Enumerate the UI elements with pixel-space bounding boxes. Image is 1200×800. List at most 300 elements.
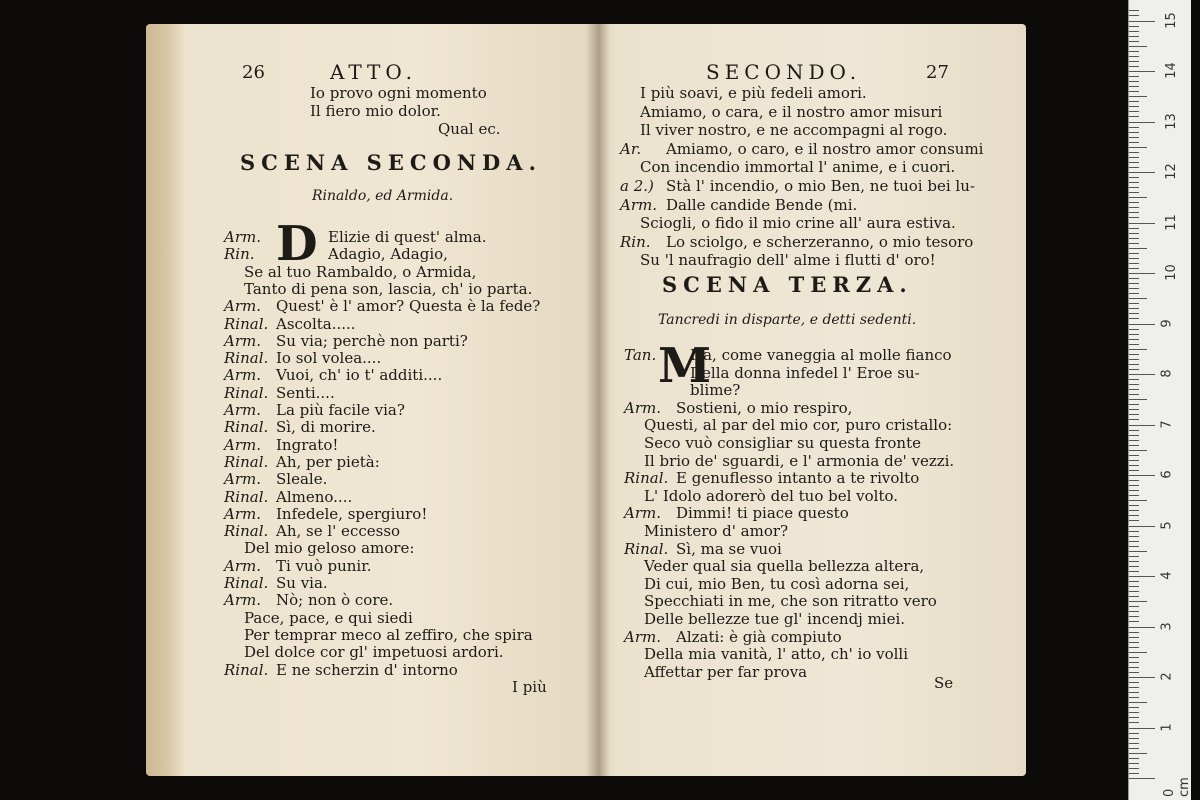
text-line	[644, 663, 807, 681]
text-line	[624, 540, 782, 558]
ruler-tick	[1129, 36, 1139, 37]
ruler-tick	[1129, 223, 1155, 224]
text-line	[438, 120, 501, 138]
ruler-tick	[1129, 460, 1139, 461]
speaker-label: Arm.	[224, 297, 261, 316]
ruler-tick	[1129, 637, 1139, 638]
ruler-tick	[1129, 520, 1139, 521]
ruler-tick	[1129, 187, 1139, 188]
ruler-number: 7	[1159, 419, 1175, 429]
text-line	[640, 158, 955, 176]
verse-text: Il viver nostro, e ne accompagni al rogo.	[640, 121, 948, 140]
ruler-tick	[1129, 657, 1139, 658]
ruler-tick	[1129, 470, 1139, 471]
text-line	[224, 505, 427, 523]
ruler-number: 13	[1163, 112, 1179, 130]
ruler-tick	[1129, 298, 1147, 299]
ruler-tick	[1129, 561, 1139, 562]
speaker-label: Arm.	[620, 195, 657, 214]
ruler-tick	[1129, 21, 1155, 22]
drop-cap: D	[276, 216, 318, 272]
ruler-tick	[1129, 142, 1139, 143]
text-line	[644, 557, 924, 575]
text-line	[224, 574, 328, 592]
ruler-tick	[1129, 556, 1139, 557]
verse-text: Nò; non ò core.	[276, 591, 394, 610]
verse-text: Affettar per far prova	[644, 662, 808, 681]
ruler-tick	[1129, 56, 1139, 57]
ruler-tick	[1129, 243, 1139, 244]
ruler-tick	[1129, 15, 1139, 16]
ruler-number: 10	[1163, 264, 1179, 281]
ruler-tick	[1129, 677, 1155, 678]
speaker-label: Rinal.	[224, 349, 269, 368]
ruler-tick	[1129, 682, 1139, 683]
verse-text: Sleale.	[276, 470, 328, 489]
ruler-tick	[1129, 455, 1139, 456]
ruler-unit-label: 0 cm	[1162, 777, 1192, 797]
verse-text: Ti vuò punir.	[276, 556, 372, 575]
text-line	[644, 575, 909, 593]
ruler-tick	[1129, 91, 1139, 92]
ruler-tick	[1129, 500, 1147, 501]
running-head: SECONDO.	[706, 60, 862, 84]
text-line	[640, 214, 956, 232]
ruler-tick	[1129, 485, 1139, 486]
ruler-tick	[1129, 207, 1139, 208]
speaker-label: Rinal.	[624, 539, 669, 558]
ruler-tick	[1129, 389, 1139, 390]
ruler-tick	[1129, 551, 1147, 552]
text-line	[224, 453, 380, 471]
verse-text: blime?	[690, 381, 741, 400]
speaker-label: Arm.	[224, 504, 261, 523]
verse-text: Delle bellezze tue gl' incendj miei.	[644, 610, 906, 628]
ruler-tick	[1129, 465, 1139, 466]
running-head: ATTO.	[330, 60, 417, 84]
ruler-tick	[1129, 334, 1139, 335]
verse-text: Della donna infedel l' Eroe su-	[690, 363, 920, 382]
cast-line: Tancredi in disparte, e detti sedenti.	[658, 312, 917, 328]
ruler-tick	[1129, 374, 1155, 375]
ruler-tick	[1129, 586, 1139, 587]
ruler-tick	[1129, 116, 1139, 117]
text-line	[624, 504, 849, 522]
text-line	[244, 609, 413, 627]
text-line	[224, 418, 376, 436]
ruler-tick	[1129, 672, 1139, 673]
text-line	[224, 557, 372, 575]
verse-text: Tanto di pena son, lascia, ch' io parta.	[244, 279, 533, 298]
ruler-tick	[1129, 278, 1139, 279]
speaker-label: Arm.	[624, 504, 661, 523]
ruler-tick	[1129, 576, 1155, 577]
verse-text: Amiamo, o cara, e il nostro amor misuri	[640, 102, 943, 121]
text-line	[244, 539, 414, 557]
ruler-tick	[1129, 526, 1155, 527]
verse-text: Sciogli, o fido il mio crine all' aura estiva.	[640, 214, 956, 233]
speaker-label: Rin.	[620, 232, 651, 251]
ruler-tick	[1129, 339, 1139, 340]
verse-text: Ascolta.....	[276, 314, 356, 333]
text-line	[224, 591, 393, 609]
speaker-label: Tan.	[624, 346, 657, 364]
verse-text: Senti....	[276, 383, 335, 402]
verse-text: Per temprar meco al zeffiro, che spira	[244, 625, 533, 644]
verse-text: Del dolce cor gl' impetuosi ardori.	[244, 643, 504, 662]
catchword: Se	[934, 674, 954, 692]
ruler-tick	[1129, 258, 1139, 259]
ruler-tick	[1129, 132, 1139, 133]
ruler-tick	[1129, 177, 1139, 178]
ruler-tick	[1129, 354, 1139, 355]
ruler-tick	[1129, 96, 1147, 97]
verse-text: Ministero d' amor?	[644, 522, 789, 540]
ruler-tick	[1129, 329, 1139, 330]
ruler-tick	[1129, 101, 1139, 102]
ruler-tick	[1129, 601, 1147, 602]
ruler-tick	[1129, 51, 1139, 52]
ruler-tick	[1129, 753, 1147, 754]
verse-text: Ira, come vaneggia al molle fianco	[690, 346, 952, 364]
ruler-tick	[1129, 283, 1139, 284]
ruler-tick	[1129, 733, 1139, 734]
open-book	[146, 24, 1026, 776]
ruler-tick	[1129, 743, 1139, 744]
ruler-tick	[1129, 722, 1139, 723]
speaker-label: Arm.	[224, 366, 261, 385]
ruler-tick	[1129, 748, 1139, 749]
ruler-tick	[1129, 31, 1139, 32]
ruler-tick	[1129, 409, 1139, 410]
ruler-tick	[1129, 66, 1139, 67]
text-line	[624, 469, 919, 487]
ruler-tick	[1129, 606, 1139, 607]
verse-text: Io sol volea....	[276, 349, 382, 368]
ruler-tick	[1129, 86, 1139, 87]
verse-text: Il fiero mio dolor.	[310, 102, 441, 120]
verse-text: Questi, al par del mio cor, puro cristallo:	[644, 416, 953, 435]
ruler-tick	[1129, 127, 1139, 128]
ruler-tick	[1129, 632, 1139, 633]
text-line	[224, 366, 442, 384]
ruler-tick	[1129, 157, 1139, 158]
verse-text: Stà l' incendio, o mio Ben, ne tuoi bei lu-	[666, 177, 975, 195]
verse-text: Vuoi, ch' io t' additi....	[276, 366, 443, 385]
ruler-tick	[1129, 611, 1139, 612]
ruler-number: 12	[1163, 163, 1179, 180]
speaker-label: a 2.)	[620, 177, 654, 195]
ruler-tick	[1129, 773, 1139, 774]
verse-text: Almeno....	[276, 487, 353, 506]
ruler-tick	[1129, 324, 1155, 325]
speaker-label: Rinal.	[224, 314, 269, 333]
text-line	[640, 84, 867, 102]
ruler-tick	[1129, 182, 1139, 183]
text-line	[310, 84, 487, 102]
ruler-tick	[1129, 61, 1139, 62]
ruler-number: 14	[1163, 62, 1179, 79]
text-line	[224, 470, 327, 488]
verse-text: Qual ec.	[438, 120, 501, 138]
verse-text: Di cui, mio Ben, tu così adorna sei,	[644, 574, 910, 593]
verse-text: Della mia vanità, l' atto, ch' io volli	[644, 645, 909, 664]
speaker-label: Rinal.	[224, 487, 269, 506]
text-line	[624, 399, 852, 417]
ruler-tick	[1129, 197, 1147, 198]
speaker-label: Arm.	[224, 591, 261, 610]
speaker-label: Rinal.	[224, 452, 269, 471]
page-number: 26	[242, 62, 265, 83]
ruler-tick	[1129, 238, 1139, 239]
text-line	[310, 102, 441, 120]
ruler-number: 2	[1159, 672, 1175, 681]
ruler-tick	[1129, 71, 1155, 72]
speaker-label: Rinal.	[224, 660, 269, 679]
ruler-tick	[1129, 697, 1139, 698]
verse-text: E genuflesso intanto a te rivolto	[676, 469, 920, 488]
verse-text: Amiamo, o caro, e il nostro amor consumi	[666, 139, 984, 158]
ruler-number: 15	[1163, 11, 1179, 29]
ruler-tick	[1129, 662, 1139, 663]
ruler-tick	[1129, 763, 1139, 764]
ruler-tick	[1129, 212, 1139, 213]
verse-text: Su 'l naufragio dell' alme i flutti d' oro!	[640, 251, 936, 270]
ruler-tick	[1129, 147, 1147, 148]
ruler-tick	[1129, 303, 1139, 304]
ruler-tick	[1129, 379, 1139, 380]
ruler-tick	[1129, 768, 1139, 769]
text-line	[224, 228, 487, 246]
verse-text: Io provo ogni momento	[310, 84, 487, 102]
speaker-label: Arm.	[224, 470, 261, 489]
ruler-tick	[1129, 167, 1139, 168]
speaker-label: Arm.	[224, 435, 261, 454]
ruler-tick	[1129, 359, 1139, 360]
ruler-tick	[1129, 738, 1139, 739]
ruler-tick	[1129, 41, 1139, 42]
ruler-tick	[1129, 440, 1139, 441]
text-line	[224, 384, 335, 402]
ruler-tick	[1129, 399, 1147, 400]
ruler-tick	[1129, 344, 1139, 345]
verse-text: Se al tuo Rambaldo, o Armida,	[244, 262, 477, 281]
verse-text: L' Idolo adorerò del tuo bel volto.	[644, 486, 899, 505]
ruler-tick	[1129, 475, 1155, 476]
scene-title: SCENA TERZA.	[662, 272, 913, 297]
verse-text: Sì, ma se vuoi	[676, 539, 782, 558]
ruler-tick	[1129, 106, 1139, 107]
verse-text: Il brio de' sguardi, e l' armonia de' vezzi.	[644, 451, 955, 470]
right-page	[598, 24, 1026, 776]
ruler-tick	[1129, 596, 1139, 597]
drop-cap: M	[658, 338, 712, 394]
text-line	[640, 121, 947, 139]
text-line	[244, 643, 504, 661]
ruler-tick	[1129, 172, 1155, 173]
verse-text: Sì, di morire.	[276, 418, 376, 437]
ruler-tick	[1129, 536, 1139, 537]
text-line	[690, 381, 740, 399]
verse-text: Seco vuò consigliar su questa fronte	[644, 434, 921, 452]
ruler-tick	[1129, 505, 1139, 506]
ruler-tick	[1129, 515, 1139, 516]
ruler-tick	[1129, 111, 1139, 112]
speaker-label: Arm.	[624, 398, 661, 417]
ruler-tick	[1129, 349, 1147, 350]
ruler-tick	[1129, 490, 1139, 491]
text-line	[624, 628, 842, 646]
verse-text: Infedele, spergiuro!	[276, 504, 428, 523]
ruler-number: 11	[1163, 213, 1179, 231]
ruler-tick	[1129, 404, 1139, 405]
verse-text: Pace, pace, e qui siedi	[244, 608, 413, 627]
ruler-tick	[1129, 288, 1139, 289]
ruler-tick	[1129, 308, 1139, 309]
speaker-label: Rinal.	[224, 574, 269, 592]
verse-text: Su via.	[276, 574, 328, 592]
speaker-label: Arm.	[224, 401, 261, 419]
ruler-tick	[1129, 253, 1139, 254]
verse-text: Veder qual sia quella bellezza altera,	[644, 557, 925, 576]
ruler-tick	[1129, 566, 1139, 567]
ruler-number: 6	[1159, 470, 1175, 479]
speaker-label: Rinal.	[224, 522, 269, 541]
verse-text: Lo sciolgo, e scherzeranno, o mio tesoro	[666, 232, 974, 251]
verse-text: Del mio geloso amore:	[244, 539, 415, 558]
ruler-tick	[1129, 384, 1139, 385]
text-line	[224, 661, 458, 679]
ruler-tick	[1129, 758, 1139, 759]
ruler-number: 9	[1159, 318, 1175, 328]
verse-text: Sostieni, o mio respiro,	[676, 398, 853, 417]
text-line	[644, 645, 908, 663]
text-line	[224, 297, 540, 315]
verse-text: Alzati: è già compiuto	[676, 627, 842, 646]
ruler-tick	[1129, 778, 1155, 779]
ruler-tick	[1129, 430, 1139, 431]
ruler-tick	[1129, 137, 1139, 138]
ruler-tick	[1129, 546, 1139, 547]
text-line	[644, 416, 952, 434]
measuring-ruler	[1128, 0, 1191, 800]
left-page	[146, 24, 598, 776]
ruler-tick	[1129, 369, 1139, 370]
text-line	[620, 233, 973, 251]
ruler-tick	[1129, 445, 1139, 446]
ruler-tick	[1129, 495, 1139, 496]
ruler-tick	[1129, 419, 1139, 420]
speaker-label: Arm.	[224, 228, 261, 246]
ruler-tick	[1129, 162, 1139, 163]
ruler-tick	[1129, 414, 1139, 415]
text-line	[224, 488, 352, 506]
text-line	[620, 177, 975, 195]
text-line	[224, 522, 400, 540]
ruler-tick	[1129, 510, 1139, 511]
cast-line: Rinaldo, ed Armida.	[312, 188, 454, 204]
ruler-number: 4	[1159, 571, 1175, 580]
ruler-tick	[1129, 26, 1139, 27]
ruler-tick	[1129, 425, 1155, 426]
ruler-tick	[1129, 667, 1139, 668]
ruler-tick	[1129, 450, 1147, 451]
text-line	[624, 346, 952, 364]
text-line	[640, 251, 936, 269]
page-number: 27	[926, 62, 949, 83]
text-line	[244, 263, 476, 281]
ruler-tick	[1129, 273, 1155, 274]
text-line	[620, 140, 983, 158]
text-line	[244, 280, 532, 298]
ruler-tick	[1129, 81, 1139, 82]
text-line	[224, 245, 448, 263]
verse-text: Ingrato!	[276, 435, 339, 454]
speaker-label: Ar.	[620, 139, 642, 158]
text-line	[644, 434, 921, 452]
text-line	[644, 610, 905, 628]
ruler-tick	[1129, 702, 1147, 703]
ruler-tick	[1129, 268, 1139, 269]
ruler-tick	[1129, 192, 1139, 193]
text-line	[644, 487, 898, 505]
text-line	[640, 103, 942, 121]
verse-text: Su via; perchè non parti?	[276, 331, 468, 350]
text-line	[690, 364, 920, 382]
verse-text: Con incendio immortal l' anime, e i cuori.	[640, 158, 956, 177]
ruler-tick	[1129, 217, 1139, 218]
ruler-number: 3	[1159, 621, 1175, 631]
ruler-number: 8	[1159, 369, 1175, 378]
text-line	[644, 522, 788, 540]
ruler-tick	[1129, 616, 1139, 617]
text-line	[620, 196, 857, 214]
ruler-tick	[1129, 591, 1139, 592]
scene-title: SCENA SECONDA.	[240, 150, 542, 175]
ruler-tick	[1129, 621, 1139, 622]
ruler-tick	[1129, 687, 1139, 688]
ruler-tick	[1129, 647, 1139, 648]
ruler-tick	[1129, 712, 1139, 713]
ruler-tick	[1129, 202, 1139, 203]
speaker-label: Arm.	[224, 556, 261, 575]
ruler-tick	[1129, 692, 1139, 693]
ruler-tick	[1129, 76, 1139, 77]
verse-text: Quest' è l' amor? Questa è la fede?	[276, 297, 541, 316]
ruler-tick	[1129, 531, 1139, 532]
ruler-tick	[1129, 717, 1139, 718]
ruler-tick	[1129, 627, 1155, 628]
ruler-tick	[1129, 46, 1147, 47]
ruler-tick	[1129, 364, 1139, 365]
verse-text: Dimmi! ti piace questo	[676, 504, 849, 523]
catchword: I più	[512, 678, 547, 696]
ruler-tick	[1129, 248, 1147, 249]
ruler-tick	[1129, 571, 1139, 572]
ruler-number: 1	[1159, 722, 1175, 732]
verse-text: I più soavi, e più fedeli amori.	[640, 84, 867, 102]
text-line	[224, 332, 468, 350]
speaker-label: Rinal.	[224, 383, 269, 402]
text-line	[224, 349, 381, 367]
text-line	[244, 626, 533, 644]
ruler-tick	[1129, 581, 1139, 582]
text-line	[644, 592, 937, 610]
ruler-tick	[1129, 541, 1139, 542]
ruler-tick	[1129, 122, 1155, 123]
ruler-tick	[1129, 228, 1139, 229]
ruler-tick	[1129, 263, 1139, 264]
